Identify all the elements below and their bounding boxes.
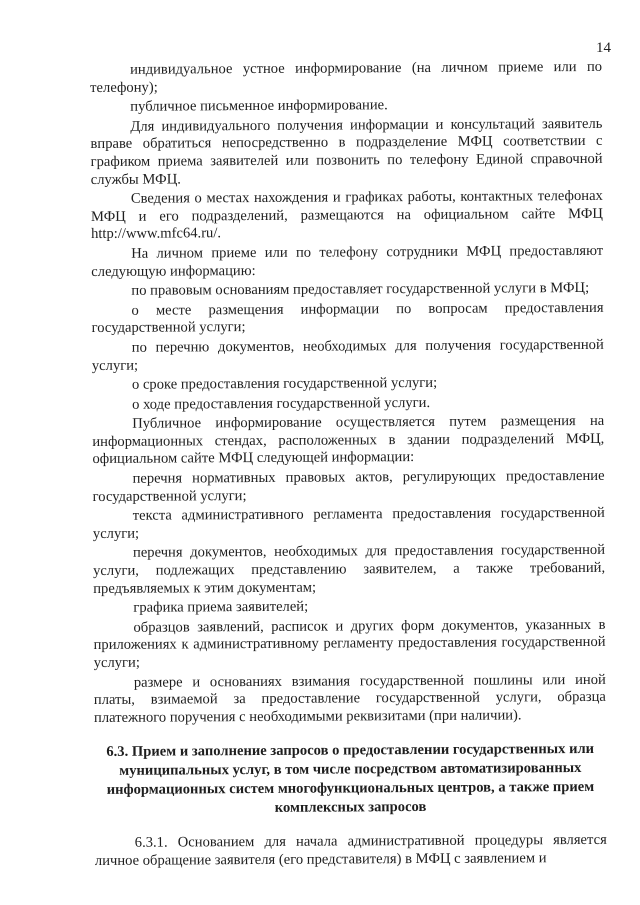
paragraph: Публичное информирование осуществляется путем размещения на информационных стендах, расположенных в здании подразделений МФЦ, официальном сайте МФЦ следующей информации: [92,413,605,468]
paragraph: по перечню документов, необходимых для получения государственной услуги; [91,336,604,374]
paragraph: о ходе предоставления государственной услуги. [132,394,431,413]
paragraph: На личном приеме или по телефону сотрудники МФЦ предоставляют следующую информацию: [91,242,604,280]
paragraph: образцов заявлений, расписок и других форм документов, указанных в приложениях к административному регламенту предоставления государственной услуги; [93,616,606,671]
paragraph: публичное письменное информирование. [130,97,388,115]
paragraph: индивидуальное устное информирование (на личном приеме или по телефону); [90,58,603,96]
paragraph: перечня документов, необходимых для предоставления государственной услуги, подлежащих представлению заявителем, а также требований, предъявляемых к этим документам; [93,542,606,597]
paragraph: размере и основаниях взимания государственной пошлины или иной платы, взимаемой за предоставление государственной услуги, образца платежного поручения с необходимыми реквизитами (при наличии). [93,671,606,726]
paragraph: о сроке предоставления государственной услуги; [131,374,438,393]
paragraph: графика приема заявителей; [133,598,309,616]
section-heading: 6.3. Прием и заполнение запросов о предоставлении государственных или муниципальных услуг, в том числе посредством автоматизированных информационных систем многофункциональных центров, а также прием комплексных запросов [106,741,595,817]
paragraph: о месте размещения информации по вопросам предоставления государственной услуги; [91,299,604,337]
paragraph: перечня нормативных правовых актов, регулирующих предоставление государственной услуги; [92,467,605,505]
paragraph: Сведения о местах нахождения и графиках работы, контактных телефонах МФЦ и его подразделений, размещаются на официальном сайте МФЦ http://www.mfc64.ru/. [90,188,603,243]
paragraph: Для индивидуального получения информации и консультаций заявитель вправе обратиться непосредственно в подразделение МФЦ соответствии с графиком приема заявителей или позвонить по телефону Единой справочной службы МФЦ. [90,115,603,188]
paragraph: текста административного регламента предоставления государственной услуги; [92,505,605,542]
paragraph: по правовым основаниям предоставляет государственной услуги в МФЦ; [131,280,590,299]
document-body [90,59,607,873]
paragraph: 6.3.1. Основанием для начала административной процедуры является личное обращение заявителя (его представителя) в МФЦ с заявлением и [94,832,607,869]
page-number: 14 [596,40,611,56]
